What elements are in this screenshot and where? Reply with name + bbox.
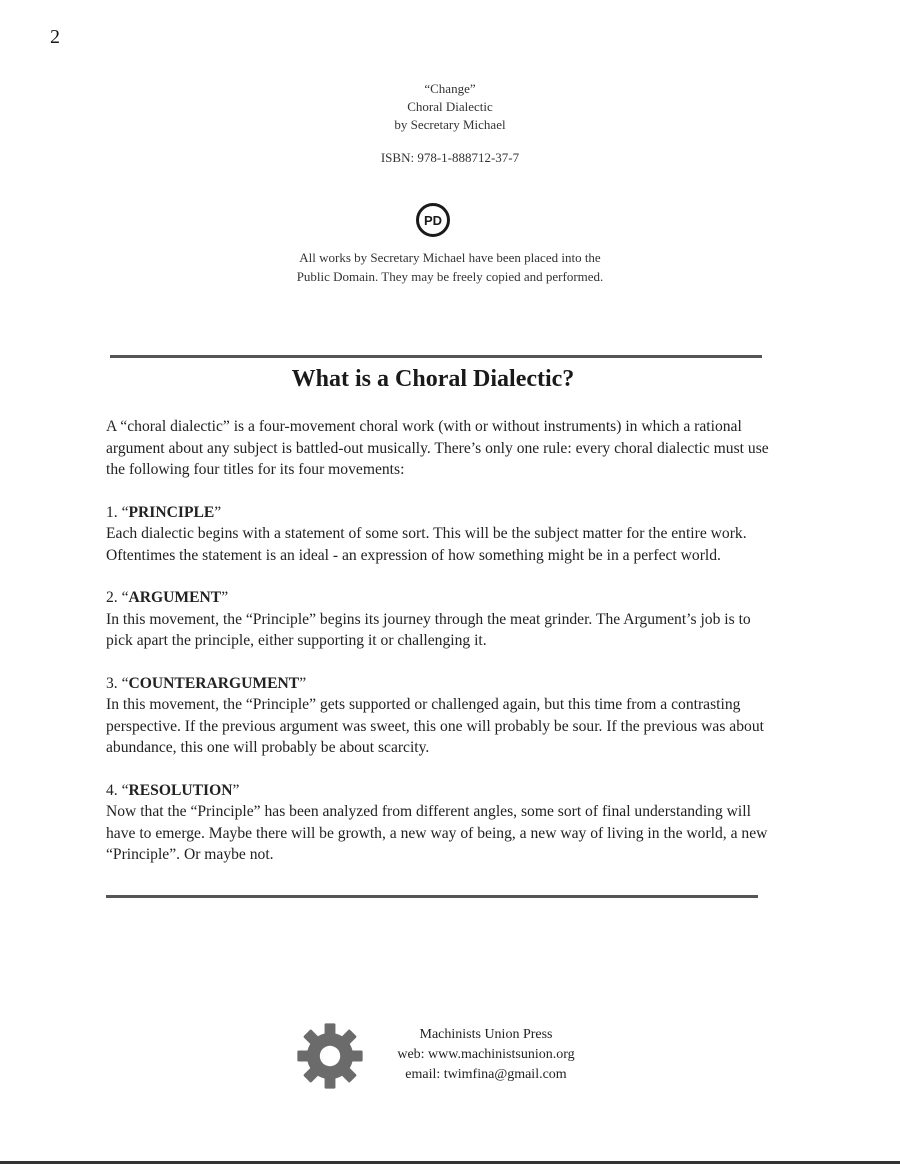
publisher-web: web: www.machinistsunion.org <box>397 1047 575 1062</box>
top-divider <box>110 355 762 358</box>
credits-block <box>0 80 900 134</box>
movement-text: Each dialectic begins with a statement of some sort. This will be the subject matter for the entire work. Oftentimes the statement is an ideal - an expression of how something might be in a perfect world. <box>106 525 747 564</box>
work-author: by Secretary Michael <box>394 117 506 132</box>
bottom-divider <box>106 895 758 898</box>
license-line-1: All works by Secretary Michael have been placed into the <box>299 250 601 265</box>
movement-section <box>106 502 771 567</box>
movement-title: COUNTERARGUMENT <box>128 674 300 692</box>
movement-title: ARGUMENT <box>128 589 222 606</box>
publisher-email: email: twimfina@gmail.com <box>405 1067 567 1082</box>
movement-title: RESOLUTION <box>128 781 233 799</box>
work-title: “Change” <box>424 81 476 96</box>
movement-heading: 3. “COUNTERARGUMENT” <box>106 674 307 692</box>
movement-heading: 4. “RESOLUTION” <box>106 781 240 799</box>
page-number: 2 <box>50 26 60 48</box>
movement-section <box>106 587 771 652</box>
license-notice <box>0 248 900 286</box>
movement-heading: 2. “ARGUMENT” <box>106 589 229 606</box>
isbn: ISBN: 978-1-888712-37-7 <box>380 150 520 165</box>
license-line-2: Public Domain. They may be freely copied and performed. <box>296 269 604 284</box>
article-body <box>106 416 771 866</box>
public-domain-label: PD <box>423 212 443 228</box>
public-domain-icon <box>416 203 450 237</box>
movement-text: In this movement, the “Principle” gets supported or challenged again, but this time from a contrasting perspective. If the previous argument was sweet, this one will probably be sour. If the previous was about abundance, this one will probably be about scarcity. <box>106 696 764 756</box>
intro-paragraph: A “choral dialectic” is a four-movement choral work (with or without instruments) in which a rational argument about any subject is battled-out musically. There’s only one rule: every choral dialectic must use the following four titles for its four movements: <box>106 418 769 478</box>
gear-icon <box>296 1022 364 1090</box>
movement-section <box>106 673 771 759</box>
movement-text: Now that the “Principle” has been analyzed from different angles, some sort of final understanding will have to emerge. Maybe there will be growth, a new way of being, a new way of living in the world, a new “Principle”. Or maybe not. <box>106 803 768 863</box>
movement-title: PRINCIPLE <box>128 503 215 521</box>
movement-section <box>106 780 771 866</box>
work-subtitle: Choral Dialectic <box>407 99 493 114</box>
page-heading: What is a Choral Dialectic? <box>291 366 575 392</box>
publisher-info <box>366 1025 606 1085</box>
publisher-name: Machinists Union Press <box>419 1027 553 1042</box>
movement-text: In this movement, the “Principle” begins its journey through the meat grinder. The Argument’s job is to pick apart the principle, either supporting it or challenging it. <box>106 610 751 649</box>
movement-heading: 1. “PRINCIPLE” <box>106 503 222 521</box>
